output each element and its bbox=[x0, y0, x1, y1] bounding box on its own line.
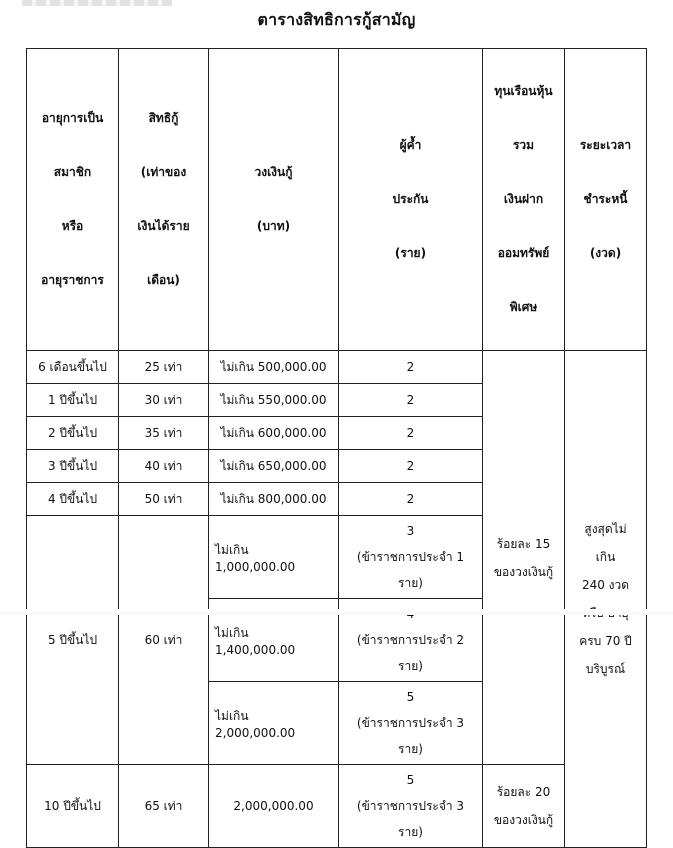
tenure-cell: 3 ปีขึ้นไป bbox=[27, 450, 119, 483]
limit-cell: ไม่เกิน 1,400,000.00 bbox=[209, 599, 339, 682]
limit-cell: ไม่เกิน 550,000.00 bbox=[209, 384, 339, 417]
guarantor-detail-cell: 3 (ข้าราชการประจำ 1 ราย) bbox=[339, 516, 483, 599]
multiplier-cell: 65 เท่า bbox=[119, 765, 209, 848]
multiplier-cell: 40 เท่า bbox=[119, 450, 209, 483]
multiplier-cell: 60 เท่า bbox=[119, 516, 209, 765]
tenure-cell: 10 ปีขึ้นไป bbox=[27, 765, 119, 848]
merged-repayment-cell: สูงสุดไม่ เกิน 240 งวด ครบ 70 ปี บริบูรณ์ bbox=[565, 351, 647, 848]
header-shares-and-savings: ทุนเรือนหุ้น รวม เงินฝาก ออมทรัพย์ พิเศษ bbox=[483, 49, 565, 351]
limit-cell: ไม่เกิน 1,000,000.00 bbox=[209, 516, 339, 599]
multiplier-cell: 50 เท่า bbox=[119, 483, 209, 516]
tenure-cell: 1 ปีขึ้นไป bbox=[27, 384, 119, 417]
guarantor-cell: 2 bbox=[339, 483, 483, 516]
tenure-cell: 5 ปีขึ้นไป bbox=[27, 516, 119, 765]
loan-rights-table-wrapper bbox=[26, 48, 646, 848]
tenure-cell: 6 เดือนขึ้นไป bbox=[27, 351, 119, 384]
share-rate-cell: ร้อยละ 20 ของวงเงินกู้ bbox=[483, 765, 565, 848]
header-loan-multiplier: สิทธิกู้ (เท่าของ เงินได้ราย เดือน) bbox=[119, 49, 209, 351]
table-row bbox=[27, 351, 647, 384]
table-header-row bbox=[27, 49, 647, 351]
limit-cell: ไม่เกิน 650,000.00 bbox=[209, 450, 339, 483]
header-guarantors: ผู้ค้ำ ประกัน (ราย) bbox=[339, 49, 483, 351]
multiplier-cell: 35 เท่า bbox=[119, 417, 209, 450]
header-tenure: อายุการเป็น สมาชิก หรือ อายุราชการ bbox=[27, 49, 119, 351]
header-loan-limit: วงเงินกู้ (บาท) bbox=[209, 49, 339, 351]
table-row bbox=[27, 765, 647, 848]
guarantor-cell: 2 bbox=[339, 417, 483, 450]
merged-share-rate-cell: ร้อยละ 15 ของวงเงินกู้ bbox=[483, 351, 565, 765]
limit-cell: ไม่เกิน 600,000.00 bbox=[209, 417, 339, 450]
loan-rights-table bbox=[26, 48, 647, 848]
limit-cell: ไม่เกิน 2,000,000.00 bbox=[209, 682, 339, 765]
top-header-fragment bbox=[22, 0, 172, 6]
multiplier-cell: 25 เท่า bbox=[119, 351, 209, 384]
guarantor-cell: 2 bbox=[339, 351, 483, 384]
limit-cell: 2,000,000.00 bbox=[209, 765, 339, 848]
page-title: ตารางสิทธิการกู้สามัญ bbox=[257, 10, 416, 29]
bottom-shadow bbox=[0, 609, 673, 615]
header-repayment-period: ระยะเวลา ชำระหนี้ (งวด) bbox=[565, 49, 647, 351]
guarantor-cell: 2 bbox=[339, 384, 483, 417]
guarantor-detail-cell: 5 (ข้าราชการประจำ 3 ราย) bbox=[339, 682, 483, 765]
guarantor-cell: 2 bbox=[339, 450, 483, 483]
limit-cell: ไม่เกิน 800,000.00 bbox=[209, 483, 339, 516]
limit-cell: ไม่เกิน 500,000.00 bbox=[209, 351, 339, 384]
guarantor-detail-cell: 5 (ข้าราชการประจำ 3 ราย) bbox=[339, 765, 483, 848]
multiplier-cell: 30 เท่า bbox=[119, 384, 209, 417]
guarantor-detail-cell: (ข้าราชการประจำ 2 ราย) bbox=[339, 599, 483, 682]
tenure-cell: 4 ปีขึ้นไป bbox=[27, 483, 119, 516]
tenure-cell: 2 ปีขึ้นไป bbox=[27, 417, 119, 450]
